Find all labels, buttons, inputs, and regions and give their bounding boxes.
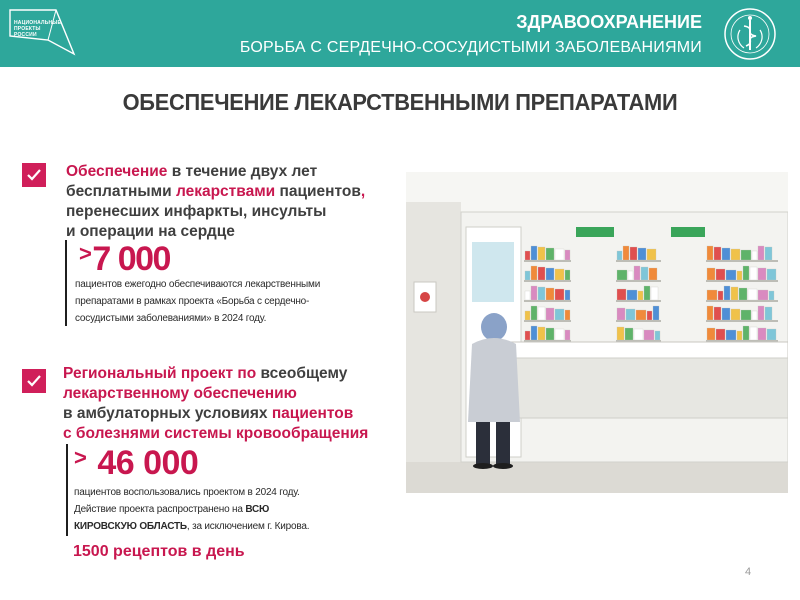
medicine-box — [525, 331, 530, 340]
medicine-box — [626, 309, 635, 320]
logo-line: РОССИИ — [14, 32, 37, 38]
medicine-box — [758, 246, 764, 260]
desc-emphasis: КИРОВСКУЮ ОБЛАСТЬ — [74, 521, 187, 532]
desc-line — [74, 501, 309, 518]
medicine-box — [758, 290, 768, 300]
header-subtitle: БОРЬБА С СЕРДЕЧНО-СОСУДИСТЫМИ ЗАБОЛЕВАНИЯМИ — [239, 39, 702, 56]
medicine-box — [714, 307, 721, 320]
medicine-box — [627, 290, 637, 300]
medicine-box — [750, 267, 757, 280]
medicine-box — [538, 327, 545, 340]
medicine-box — [638, 291, 643, 300]
desc-line: пациентов воспользовались проектом в 2024 году. — [74, 487, 300, 498]
medicine-box — [538, 287, 545, 300]
national-projects-logo — [8, 6, 78, 58]
medicine-box — [525, 271, 530, 280]
medicine-box — [546, 268, 554, 280]
lead-segment: в амбулаторных условиях — [63, 405, 272, 422]
medicine-box — [707, 290, 717, 300]
shelf — [706, 280, 778, 282]
section2-lead-text — [63, 364, 368, 444]
medicine-box — [630, 247, 637, 260]
checkbox-icon — [22, 163, 46, 187]
medicine-box — [538, 267, 545, 280]
medicine-box — [731, 249, 740, 260]
section1-stat-block — [65, 240, 397, 326]
lead-segment: пациентов — [275, 183, 361, 200]
lead-segment: лекарственному обеспечению — [63, 385, 297, 402]
lead-segment: Региональный проект по — [63, 365, 257, 382]
medicine-box — [531, 286, 537, 300]
medicine-box — [765, 247, 772, 260]
medicine-box — [758, 328, 766, 340]
medicine-box — [647, 311, 652, 320]
shelf — [616, 300, 661, 302]
medicine-box — [714, 247, 721, 260]
lead-segment: , — [360, 183, 366, 200]
medicine-box — [647, 249, 656, 260]
desc-emphasis: ВСЮ — [245, 504, 270, 515]
medicine-box — [653, 306, 659, 320]
medicine-box — [767, 329, 776, 340]
medicine-box — [767, 269, 776, 280]
medicine-box — [531, 326, 537, 340]
medicine-box — [752, 311, 757, 320]
pharmacy-photo — [406, 172, 788, 493]
medicine-box — [555, 309, 564, 320]
medicine-box — [716, 269, 725, 280]
shelf — [616, 260, 661, 262]
medicine-box — [649, 268, 657, 280]
medicine-box — [617, 251, 622, 260]
checkbox-icon — [22, 369, 46, 393]
shelf — [524, 280, 571, 282]
section2-description — [74, 484, 309, 535]
desc-line: препаратами в рамках проекта «Борьба с сердечно- — [75, 296, 310, 307]
medicine-box — [525, 311, 530, 320]
medicine-box — [565, 250, 570, 260]
medicine-box — [651, 287, 658, 300]
logo-line: ПРОЕКТЫ — [14, 26, 41, 32]
medicine-box — [565, 310, 570, 320]
medicine-box — [525, 251, 530, 260]
lead-segment: Обеспечение — [66, 163, 168, 180]
shelf — [524, 260, 571, 262]
shelf — [706, 320, 778, 322]
medicine-box — [758, 306, 764, 320]
stat-prefix: > — [79, 241, 91, 266]
medicine-box — [758, 268, 766, 280]
medicine-box — [638, 248, 646, 260]
medicine-box — [634, 329, 643, 340]
medicine-box — [531, 266, 537, 280]
medicine-box — [726, 330, 736, 340]
medicine-box — [737, 331, 742, 340]
medicine-box — [623, 246, 629, 260]
shelf — [524, 300, 571, 302]
medicine-box — [531, 306, 537, 320]
medicine-box — [707, 268, 715, 280]
medicine-box — [748, 289, 757, 300]
medicine-box — [722, 248, 730, 260]
medicine-box — [718, 291, 723, 300]
shelf — [524, 320, 571, 322]
medicine-box — [707, 246, 713, 260]
medicine-box — [769, 291, 774, 300]
shelf — [706, 300, 778, 302]
ministry-emblem-icon — [722, 6, 778, 62]
medicine-box — [546, 308, 554, 320]
page-number: 4 — [745, 566, 752, 578]
shelf — [706, 260, 778, 262]
medicine-box — [724, 286, 730, 300]
medicine-box — [625, 328, 633, 340]
section1-description — [75, 276, 320, 327]
medicine-box — [565, 290, 570, 300]
stat-value: 7 000 — [92, 240, 170, 278]
medicine-box — [565, 330, 570, 340]
header-bar — [0, 0, 800, 67]
medicine-box — [737, 271, 742, 280]
medicine-box — [716, 329, 725, 340]
medicine-box — [739, 288, 747, 300]
medicine-box — [743, 266, 749, 280]
lead-segment: всеобщему — [256, 365, 348, 382]
medicine-box — [555, 289, 564, 300]
medicine-box — [707, 328, 715, 340]
medicine-box — [617, 289, 626, 300]
section1-lead-text — [66, 162, 365, 242]
medicine-box — [628, 271, 633, 280]
medicine-box — [636, 310, 646, 320]
medicine-box — [750, 327, 757, 340]
desc-text: , за исключением г. Кирова. — [186, 521, 310, 532]
desc-line: пациентов ежегодно обеспечиваются лекарственными — [75, 279, 321, 290]
medicine-box — [707, 306, 713, 320]
lead-segment: бесплатными — [66, 183, 176, 200]
medicine-box — [731, 287, 738, 300]
medicine-box — [644, 330, 654, 340]
medicine-box — [555, 329, 564, 340]
lead-segment: с болезнями системы кровообращения — [63, 425, 369, 442]
medicine-box — [617, 270, 627, 280]
medicine-box — [655, 331, 660, 340]
lead-segment: в течение двух лет — [167, 163, 318, 180]
medicine-box — [741, 310, 751, 320]
medicine-box — [565, 270, 570, 280]
medicine-box — [555, 249, 564, 260]
section2-stat-block — [66, 444, 398, 536]
medicine-box — [722, 308, 730, 320]
medicine-box — [765, 307, 772, 320]
slide-title: ОБЕСПЕЧЕНИЕ ЛЕКАРСТВЕННЫМИ ПРЕПАРАТАМИ — [122, 89, 678, 115]
header-title: ЗДРАВООХРАНЕНИЕ — [516, 12, 702, 32]
medicine-box — [743, 326, 749, 340]
prescriptions-per-day: 1500 рецептов в день — [73, 543, 245, 560]
section2-stat — [74, 444, 198, 483]
lead-segment: перенесших инфаркты, инсульты — [66, 203, 327, 220]
lead-segment: и операции на сердце — [66, 223, 235, 240]
medicine-box — [546, 288, 554, 300]
desc-line: сосудистыми заболеваниями» в 2024 году. — [75, 313, 267, 324]
stat-prefix: > — [74, 445, 87, 470]
section1-stat — [79, 240, 170, 279]
medicine-box — [531, 246, 537, 260]
medicine-box — [641, 267, 648, 280]
medicine-box — [634, 266, 640, 280]
stat-value: 46 000 — [97, 444, 199, 482]
medicine-box — [538, 307, 545, 320]
medicine-box — [555, 269, 564, 280]
medicine-box — [741, 250, 751, 260]
medicine-box — [525, 291, 530, 300]
desc-line — [74, 518, 309, 535]
logo-line: НАЦИОНАЛЬНЫЕ — [14, 20, 61, 26]
medicine-box — [752, 251, 757, 260]
shelf — [616, 280, 661, 282]
medicine-box — [538, 247, 545, 260]
shelf — [616, 320, 661, 322]
medicine-box — [617, 327, 624, 340]
medicine-box — [546, 328, 554, 340]
medicine-box — [731, 309, 740, 320]
desc-text: Действие проекта распространено на — [74, 504, 246, 515]
lead-segment: пациентов — [271, 405, 354, 422]
medicine-box — [726, 270, 736, 280]
lead-segment: лекарствами — [175, 183, 276, 200]
medicine-box — [617, 308, 625, 320]
medicine-box — [546, 248, 554, 260]
medicine-box — [644, 286, 650, 300]
